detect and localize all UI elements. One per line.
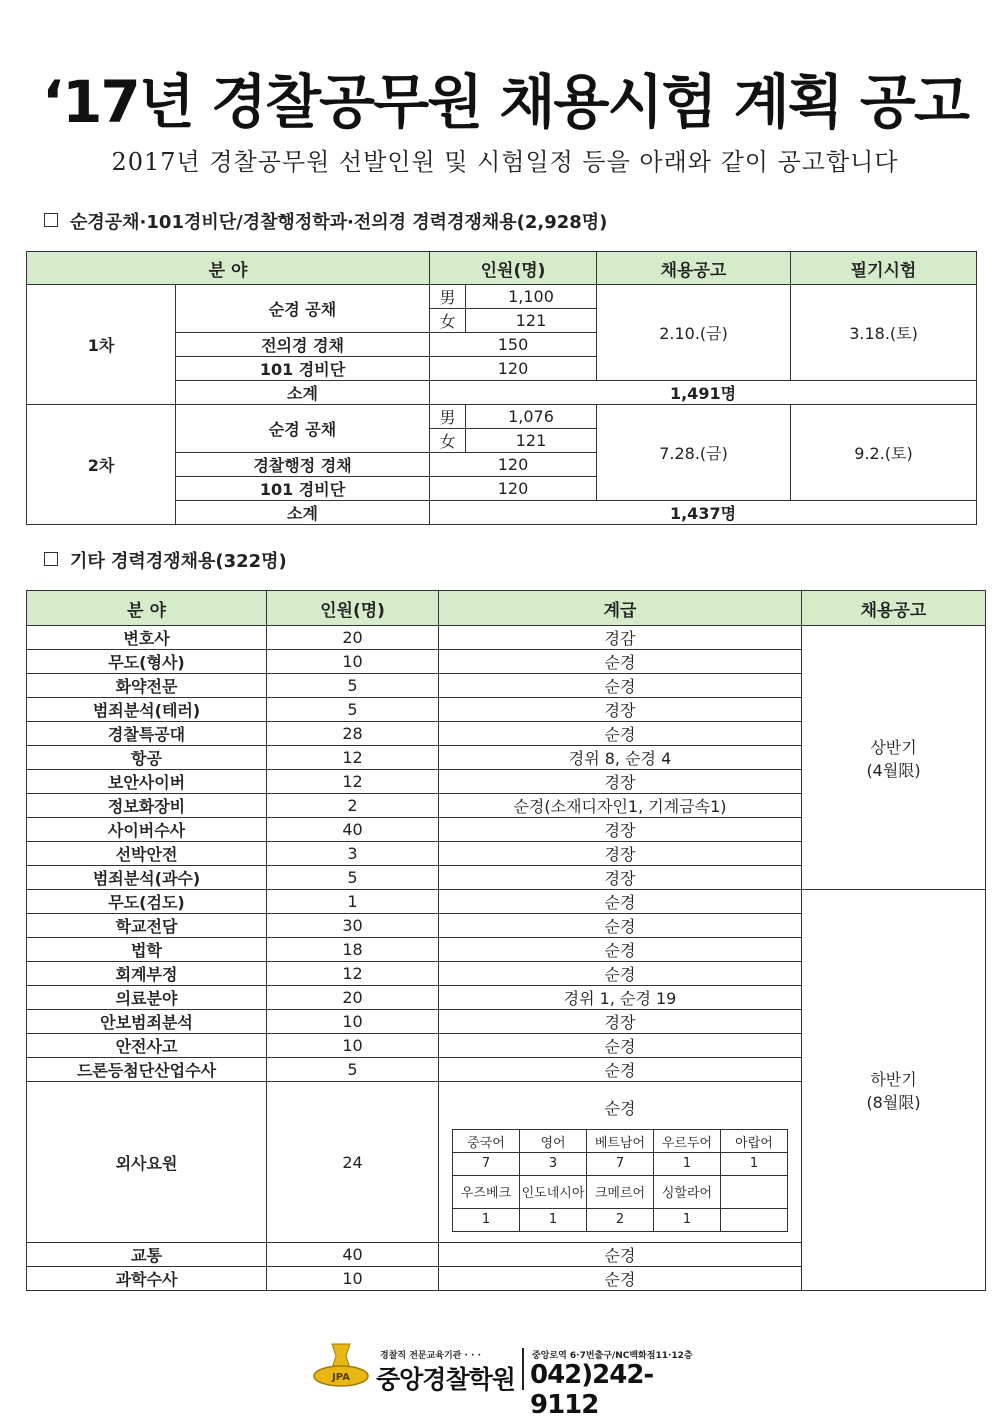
row-field: 범죄분석(과수) xyxy=(27,866,267,890)
language-count: 7 xyxy=(453,1153,520,1176)
row-field: 변호사 xyxy=(27,626,267,650)
table-row xyxy=(453,1153,788,1176)
language-name: 우즈베크 xyxy=(453,1175,520,1208)
section2-table xyxy=(26,590,986,1291)
row-rank: 경장 xyxy=(439,866,802,890)
foreign-rank-cell xyxy=(439,1082,802,1243)
gender-male: 男 xyxy=(430,405,466,429)
row-field: 화약전문 xyxy=(27,674,267,698)
language-name: 중국어 xyxy=(453,1130,520,1153)
row-count: 12 xyxy=(267,962,439,986)
row-count: 12 xyxy=(267,770,439,794)
header-notice: 채용공고 xyxy=(802,591,986,626)
row-field: 무도(검도) xyxy=(27,890,267,914)
footer-academy-name: 중앙경찰학원 xyxy=(376,1365,515,1394)
row-field: 교통 xyxy=(27,1243,267,1267)
logo-text: JPA xyxy=(332,1372,350,1383)
round1-male-count: 1,100 xyxy=(466,285,597,309)
language-name: 영어 xyxy=(520,1130,587,1153)
header-notice: 채용공고 xyxy=(597,252,791,285)
round1-row3-field: 101 경비단 xyxy=(176,357,430,381)
language-name: 베트남어 xyxy=(587,1130,654,1153)
row-rank: 순경 xyxy=(439,914,802,938)
row-count: 18 xyxy=(267,938,439,962)
row-field: 무도(형사) xyxy=(27,650,267,674)
row-rank: 경위 8, 순경 4 xyxy=(439,746,802,770)
language-count: 1 xyxy=(453,1208,520,1231)
language-name: 우르두어 xyxy=(654,1130,721,1153)
language-name: 크메르어 xyxy=(587,1175,654,1208)
language-breakdown-table xyxy=(452,1129,788,1231)
row-field: 선박안전 xyxy=(27,842,267,866)
row-rank: 경장 xyxy=(439,818,802,842)
row-field: 학교전담 xyxy=(27,914,267,938)
row-rank: 순경(소재디자인1, 기계금속1) xyxy=(439,794,802,818)
round2-gongchae: 순경 공채 xyxy=(176,405,430,453)
row-count: 5 xyxy=(267,866,439,890)
round2-exam-date: 9.2.(토) xyxy=(791,405,977,501)
row-field: 드론등첨단산업수사 xyxy=(27,1058,267,1082)
round2-female-count: 121 xyxy=(466,429,597,453)
footer-phone: 042)242-9112 xyxy=(530,1360,654,1420)
row-field: 보안사이버 xyxy=(27,770,267,794)
row-field: 법학 xyxy=(27,938,267,962)
row-rank: 경감 xyxy=(439,626,802,650)
row-count: 20 xyxy=(267,986,439,1010)
row-rank: 순경 xyxy=(439,1243,802,1267)
jpa-logo-icon xyxy=(310,1342,372,1388)
table-row xyxy=(27,405,977,429)
language-name xyxy=(721,1175,788,1208)
page-subtitle: 2017년 경찰공무원 선발인원 및 시험일정 등을 아래와 같이 공고합니다 xyxy=(111,148,899,176)
table-header-row xyxy=(27,252,977,285)
row-rank: 순경 xyxy=(439,1034,802,1058)
row-field: 사이버수사 xyxy=(27,818,267,842)
row-field: 항공 xyxy=(27,746,267,770)
round2-male-count: 1,076 xyxy=(466,405,597,429)
round2-subtotal: 1,437명 xyxy=(430,501,977,525)
second-half-notice: 하반기 (8월限) xyxy=(802,890,986,1291)
row-field: 외사요원 xyxy=(27,1082,267,1243)
table-row xyxy=(453,1208,788,1231)
round1-gongchae: 순경 공채 xyxy=(176,285,430,333)
table-row xyxy=(27,626,986,650)
language-name: 인도네시아 xyxy=(520,1175,587,1208)
row-rank: 순경 xyxy=(439,890,802,914)
section1-heading-text: 순경공채·101경비단/경찰행정학과·전의경 경력경쟁채용(2,928명) xyxy=(70,212,608,233)
row-field: 안보범죄분석 xyxy=(27,1010,267,1034)
row-rank: 경위 1, 순경 19 xyxy=(439,986,802,1010)
table-row xyxy=(27,285,977,309)
row-rank: 순경 xyxy=(439,962,802,986)
round2-subtotal-label: 소계 xyxy=(176,501,430,525)
row-field: 과학수사 xyxy=(27,1267,267,1291)
round1-notice-date: 2.10.(금) xyxy=(597,285,791,381)
row-count: 10 xyxy=(267,1034,439,1058)
section2-heading xyxy=(44,547,287,573)
row-rank: 순경 xyxy=(439,1267,802,1291)
table-row xyxy=(453,1130,788,1153)
row-rank: 순경 xyxy=(439,674,802,698)
row-field: 회계부정 xyxy=(27,962,267,986)
row-count: 10 xyxy=(267,650,439,674)
round1-row2-count: 150 xyxy=(430,333,597,357)
header-rank: 계급 xyxy=(439,591,802,626)
section1-heading xyxy=(44,208,607,234)
row-count: 28 xyxy=(267,722,439,746)
round2-row3-count: 120 xyxy=(430,477,597,501)
table-row xyxy=(27,890,986,914)
gender-female: 女 xyxy=(430,309,466,333)
row-rank: 경장 xyxy=(439,698,802,722)
row-count: 5 xyxy=(267,674,439,698)
row-field: 안전사고 xyxy=(27,1034,267,1058)
language-count: 3 xyxy=(520,1153,587,1176)
row-count: 12 xyxy=(267,746,439,770)
round2-row2-field: 경찰행정 경채 xyxy=(176,453,430,477)
round2-row2-count: 120 xyxy=(430,453,597,477)
language-count: 2 xyxy=(587,1208,654,1231)
header-count: 인원(명) xyxy=(430,252,597,285)
language-count: 1 xyxy=(654,1153,721,1176)
language-count: 1 xyxy=(654,1208,721,1231)
row-count: 5 xyxy=(267,698,439,722)
checkbox-square-icon xyxy=(44,552,58,566)
row-field: 정보화장비 xyxy=(27,794,267,818)
round1-label: 1차 xyxy=(27,285,176,405)
header-field: 분 야 xyxy=(27,252,430,285)
row-count: 3 xyxy=(267,842,439,866)
language-count: 1 xyxy=(520,1208,587,1231)
table-header-row xyxy=(27,591,986,626)
row-count: 1 xyxy=(267,890,439,914)
footer xyxy=(310,1318,710,1420)
row-count: 10 xyxy=(267,1267,439,1291)
row-field: 경찰특공대 xyxy=(27,722,267,746)
header-field: 분 야 xyxy=(27,591,267,626)
header-count: 인원(명) xyxy=(267,591,439,626)
language-count: 1 xyxy=(721,1153,788,1176)
round1-row2-field: 전의경 경채 xyxy=(176,333,430,357)
row-rank: 경장 xyxy=(439,1010,802,1034)
round1-row3-count: 120 xyxy=(430,357,597,381)
page-title: ‘17년 경찰공무원 채용시험 계획 공고 xyxy=(42,68,968,136)
round1-exam-date: 3.18.(토) xyxy=(791,285,977,381)
row-rank: 순경 xyxy=(439,1058,802,1082)
footer-divider xyxy=(522,1348,524,1390)
row-rank: 순경 xyxy=(439,938,802,962)
row-count: 20 xyxy=(267,626,439,650)
footer-tagline: 경찰직 전문교육기관 · · · xyxy=(380,1351,482,1361)
section1-table xyxy=(26,251,977,525)
row-count: 10 xyxy=(267,1010,439,1034)
gender-female: 女 xyxy=(430,429,466,453)
checkbox-square-icon xyxy=(44,213,58,227)
row-rank: 경장 xyxy=(439,770,802,794)
round1-subtotal-label: 소계 xyxy=(176,381,430,405)
row-rank: 순경 xyxy=(439,722,802,746)
row-count: 40 xyxy=(267,1243,439,1267)
language-name: 아랍어 xyxy=(721,1130,788,1153)
row-count: 30 xyxy=(267,914,439,938)
round2-row3-field: 101 경비단 xyxy=(176,477,430,501)
round2-notice-date: 7.28.(금) xyxy=(597,405,791,501)
language-count xyxy=(721,1208,788,1231)
row-rank: 순경 xyxy=(439,650,802,674)
row-field: 의료분야 xyxy=(27,986,267,1010)
round1-female-count: 121 xyxy=(466,309,597,333)
table-row xyxy=(453,1175,788,1208)
row-rank: 경장 xyxy=(439,842,802,866)
row-count: 5 xyxy=(267,1058,439,1082)
section2-heading-text: 기타 경력경쟁채용(322명) xyxy=(70,551,287,572)
row-count: 2 xyxy=(267,794,439,818)
round1-subtotal: 1,491명 xyxy=(430,381,977,405)
row-field: 범죄분석(테러) xyxy=(27,698,267,722)
row-count: 24 xyxy=(267,1082,439,1243)
round2-label: 2차 xyxy=(27,405,176,525)
row-count: 40 xyxy=(267,818,439,842)
header-exam: 필기시험 xyxy=(791,252,977,285)
gender-male: 男 xyxy=(430,285,466,309)
language-count: 7 xyxy=(587,1153,654,1176)
footer-address: 중앙로역 6·7번출구/NC백화점11·12층 xyxy=(532,1351,693,1361)
first-half-notice: 상반기 (4월限) xyxy=(802,626,986,890)
row-rank: 순경 xyxy=(604,1099,636,1119)
language-name: 싱할라어 xyxy=(654,1175,721,1208)
